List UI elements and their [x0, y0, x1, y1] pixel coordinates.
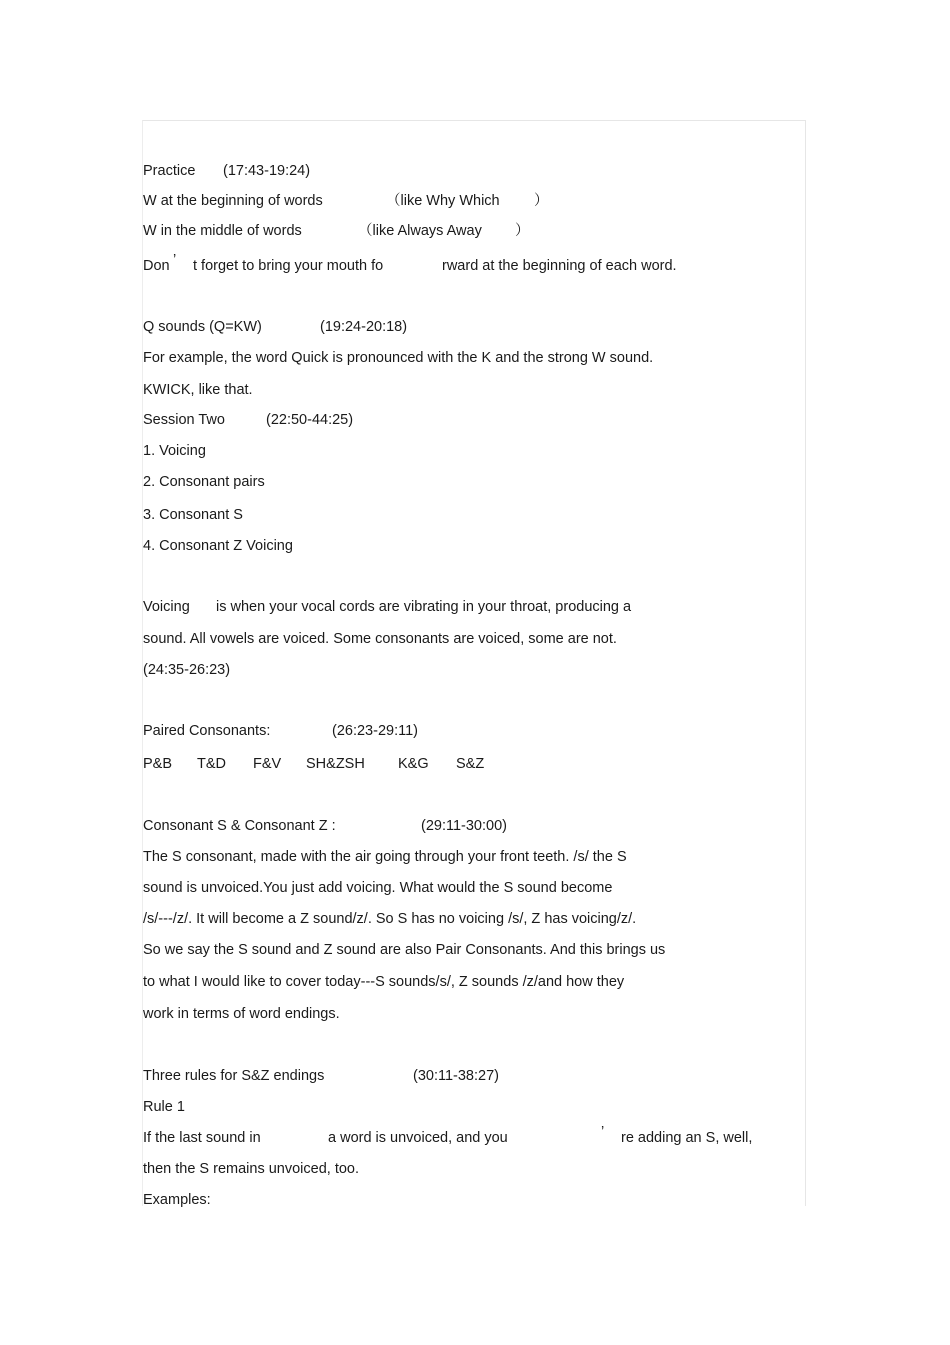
paired-time: (26:23-29:11)	[332, 723, 418, 739]
three-rules-line	[143, 1067, 499, 1085]
three-rules-time: (30:11-38:27)	[413, 1068, 499, 1084]
rule1-line-2: then the S remains unvoiced, too.	[143, 1161, 360, 1177]
voicing-term: Voicing	[143, 599, 190, 615]
practice-label: Practice	[143, 163, 196, 179]
q-sounds-label: Q sounds (Q=KW)	[143, 319, 262, 335]
list-item: 4. Consonant Z Voicing	[143, 538, 293, 554]
w-begin-text: W at the beginning of words	[143, 193, 323, 209]
w-middle-close: ）	[515, 223, 530, 239]
dont-forget-apostrophe: ’	[173, 252, 177, 268]
w-middle-text: W in the middle of words	[143, 223, 302, 239]
q-sounds-time: (19:24-20:18)	[320, 319, 408, 335]
w-begin-line	[143, 192, 549, 210]
sz-heading-line	[143, 817, 507, 835]
sz-heading-label: Consonant S & Consonant Z :	[143, 818, 336, 834]
voicing-line-1	[143, 598, 632, 616]
w-middle-line	[143, 222, 530, 240]
pair-item: P&B	[143, 756, 173, 772]
practice-time: (17:43-19:24)	[223, 163, 311, 179]
sz-paragraph-line: work in terms of word endings.	[143, 1006, 340, 1022]
rule1-part1: If the last sound in	[143, 1130, 261, 1146]
sz-paragraph-line: The S consonant, made with the air going through your front teeth. /s/ the S	[143, 849, 627, 865]
session-two-time: (22:50-44:25)	[266, 412, 354, 428]
page-frame	[142, 120, 806, 1206]
sz-paragraph-line: /s/---/z/. It will become a Z sound/z/. So S has no voicing /s/, Z has voicing/z/.	[143, 911, 637, 927]
pair-item: T&D	[197, 756, 226, 772]
pairs-line	[143, 755, 485, 773]
rule1-part2: a word is unvoiced, and you	[328, 1130, 508, 1146]
rule1-part3: re adding an S, well,	[621, 1130, 753, 1146]
w-begin-paren: （like Why Which	[386, 193, 500, 209]
paired-line	[143, 722, 418, 740]
pair-item: K&G	[398, 756, 429, 772]
list-item: 3. Consonant S	[143, 507, 243, 523]
w-begin-close: ）	[534, 193, 549, 209]
examples-label: Examples:	[143, 1192, 211, 1208]
rule1-label: Rule 1	[143, 1099, 185, 1115]
pair-item: S&Z	[456, 756, 485, 772]
voicing-line-2: sound. All vowels are voiced. Some consonants are voiced, some are not.	[143, 631, 617, 647]
dont-forget-line	[143, 252, 677, 275]
sz-paragraph-line: So we say the S sound and Z sound are also Pair Consonants. And this brings us	[143, 942, 666, 958]
pair-item: F&V	[253, 756, 282, 772]
dont-forget-part2: t forget to bring your mouth fo	[193, 258, 384, 274]
q-sounds-line	[143, 318, 408, 336]
w-middle-paren: （like Always Away	[358, 223, 482, 239]
sz-paragraph-line: to what I would like to cover today---S sounds/s/, Z sounds /z/and how they	[143, 974, 625, 990]
q-example: For example, the word Quick is pronounced with the K and the strong W sound.	[143, 350, 654, 366]
sz-paragraph-line: sound is unvoiced.You just add voicing. What would the S sound become	[143, 880, 613, 896]
pair-item: SH&ZSH	[306, 756, 365, 772]
practice-line	[143, 162, 311, 180]
dont-forget-part3: rward at the beginning of each word.	[442, 258, 677, 274]
dont-forget-part1: Don	[143, 258, 170, 274]
three-rules-label: Three rules for S&Z endings	[143, 1068, 325, 1084]
rule1-line-1	[143, 1124, 753, 1147]
session-two-label: Session Two	[143, 412, 225, 428]
rule1-apostrophe: ’	[601, 1124, 605, 1140]
list-item: 2. Consonant pairs	[143, 474, 265, 490]
kwick-line: KWICK, like that.	[143, 382, 253, 398]
sz-heading-time: (29:11-30:00)	[421, 818, 507, 834]
paired-label: Paired Consonants:	[143, 723, 271, 739]
list-item: 1. Voicing	[143, 443, 206, 459]
voicing-time: (24:35-26:23)	[143, 662, 231, 678]
session-two-line	[143, 411, 354, 429]
voicing-rest: is when your vocal cords are vibrating in your throat, producing a	[216, 599, 632, 615]
